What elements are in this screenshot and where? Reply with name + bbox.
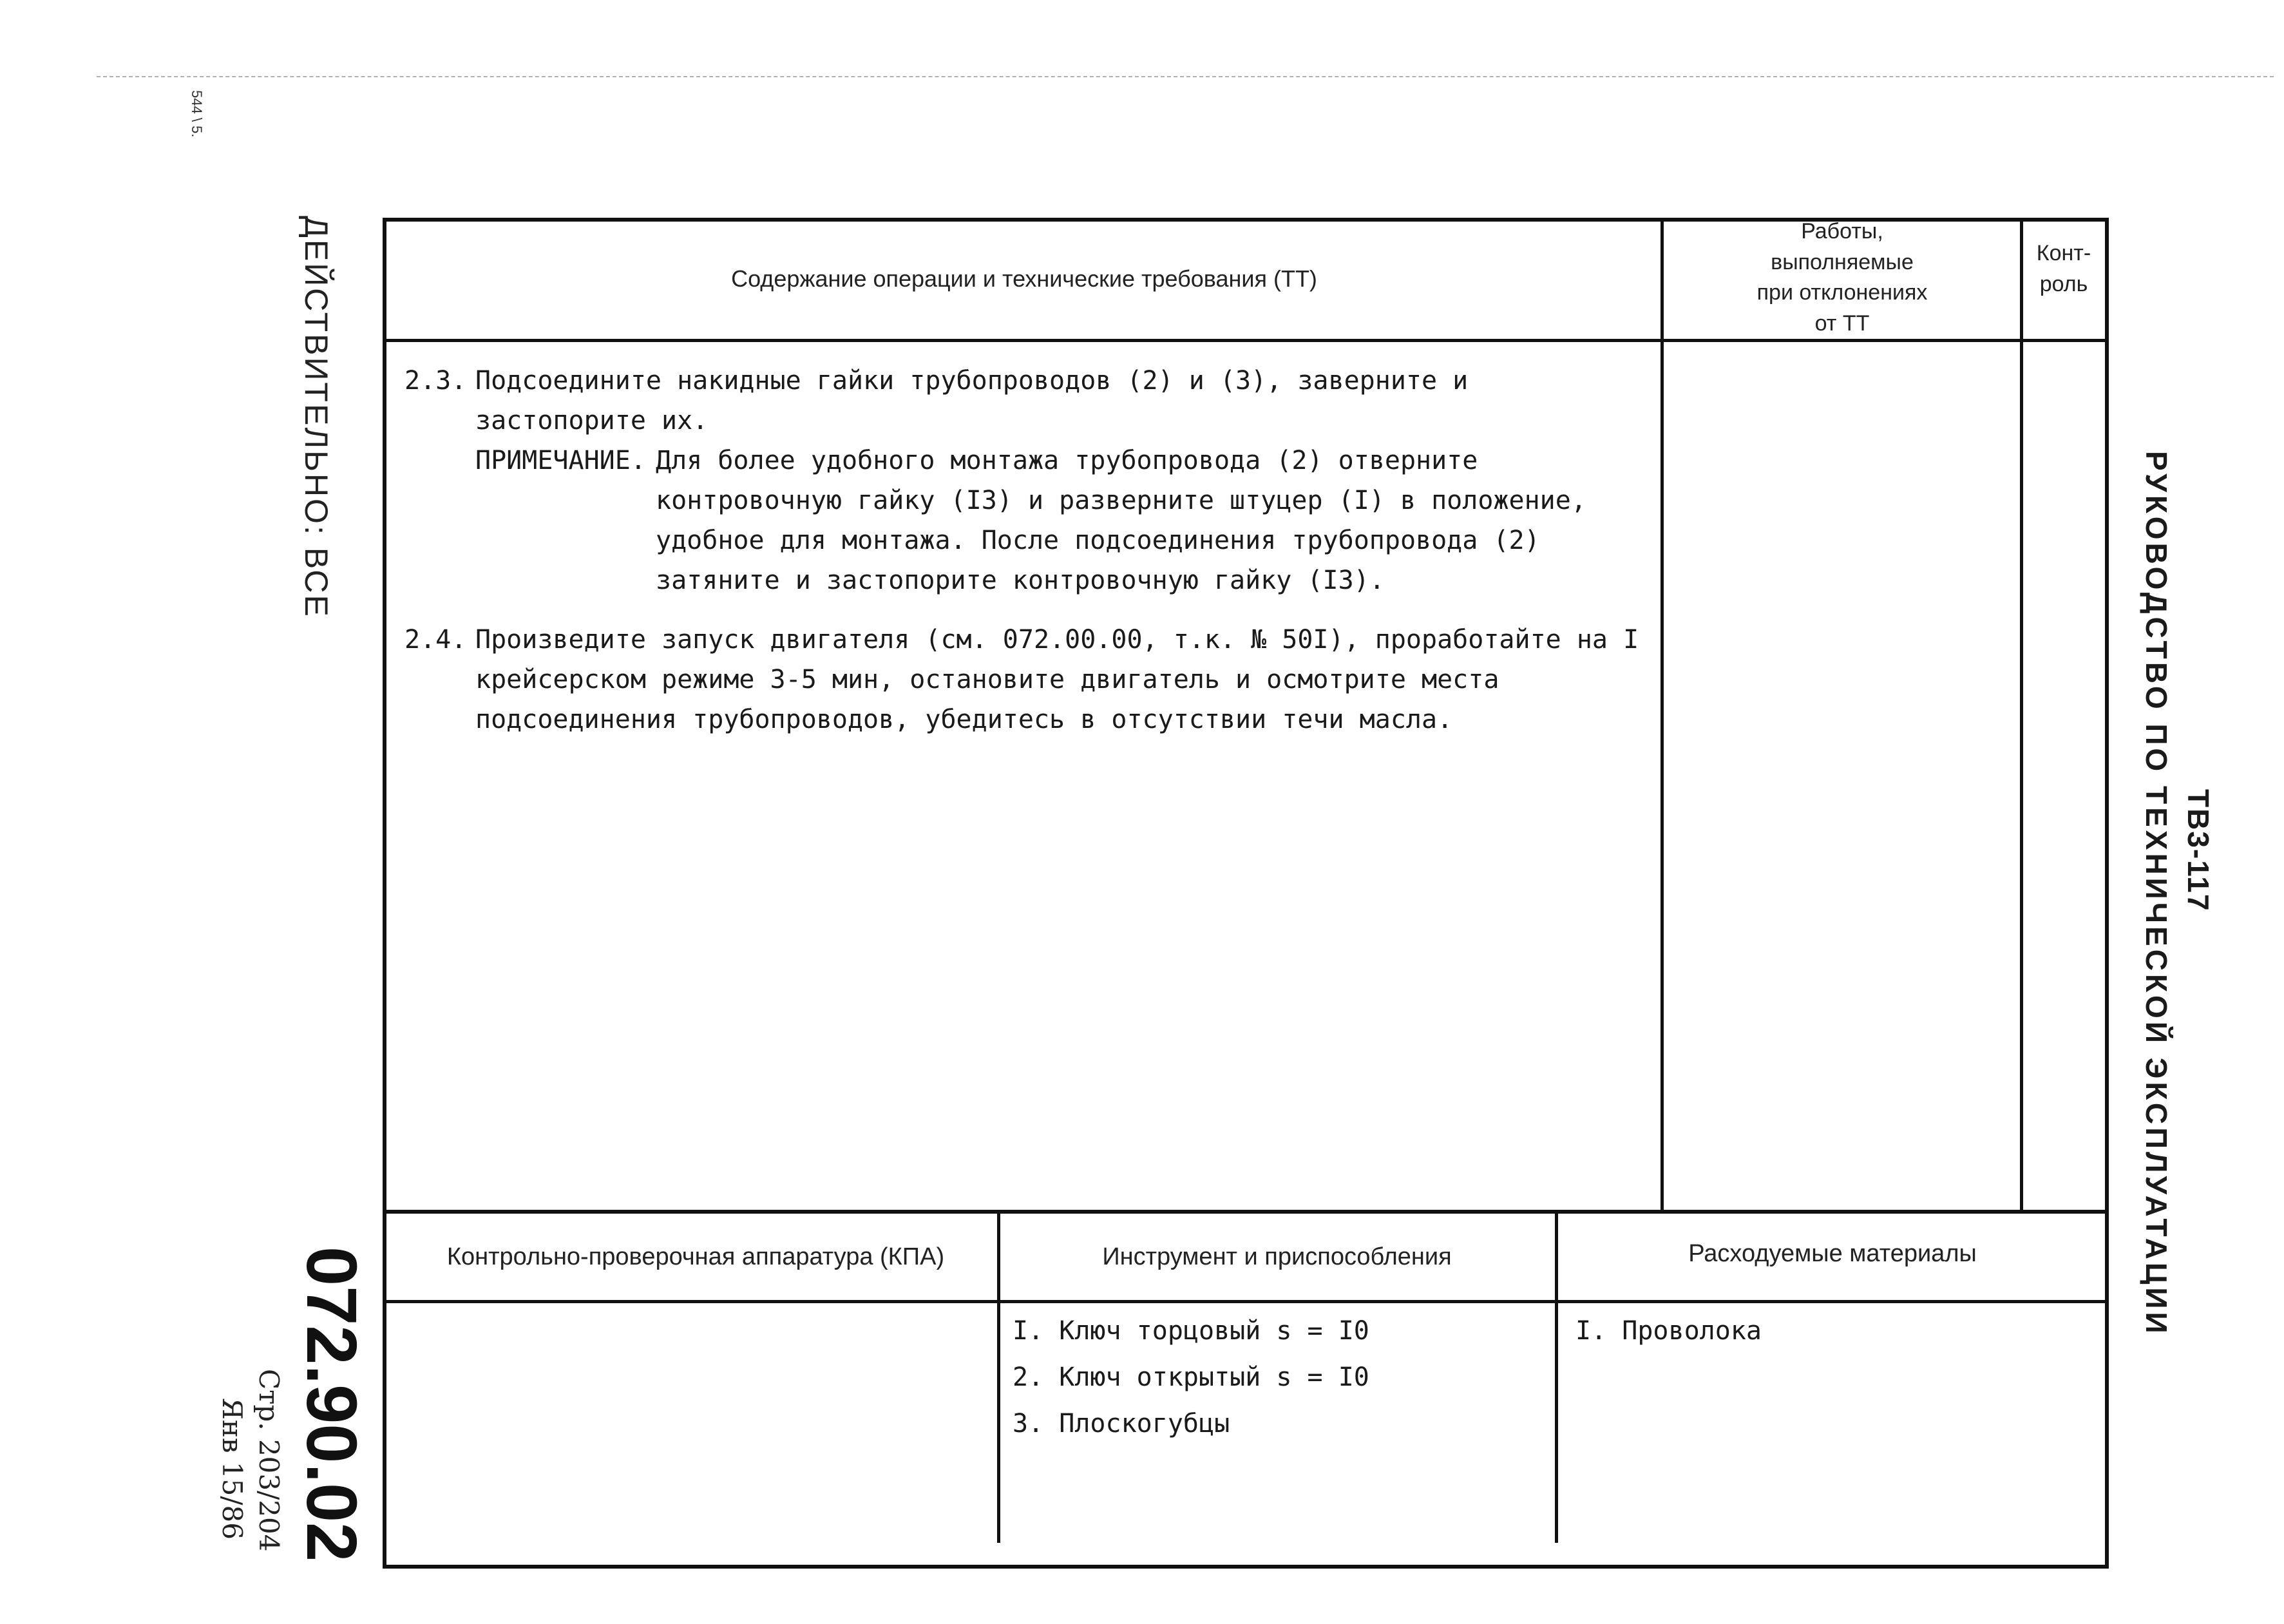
page-date: Янв 15/86: [216, 1398, 248, 1540]
scan-top-line: [97, 76, 2274, 77]
header-control-cell: [2025, 238, 2102, 300]
page-reference: Стр. 203/204: [253, 1369, 285, 1552]
control-line: Конт-: [2036, 241, 2091, 265]
materials-list: [1575, 1308, 1762, 1354]
step-2-3: [404, 361, 1641, 441]
header-divider: [384, 339, 2108, 342]
bottom-section-divider: [384, 1210, 2108, 1214]
step-number: 2.4.: [404, 625, 467, 654]
bottom-header-divider: [384, 1300, 2108, 1303]
note-label: ПРИМЕЧАНИЕ.: [475, 446, 646, 475]
list-item: I. Проволока: [1575, 1316, 1762, 1346]
note-text: Для более удобного монтажа трубопровода (2) отверните контровочную гайку (I3) и разверните штуцер (I) в положение, удобное для монтажа. После подсоединения трубопровода (2) затяните и застопорите контровочную гайку (I3).: [656, 446, 1586, 595]
corner-note: 544 \ 5.: [189, 90, 205, 138]
validity-label: ДЕЙСТВИТЕЛЬНО: ВСЕ: [298, 216, 334, 618]
deviation-line: от ТТ: [1814, 310, 1870, 336]
deviation-line: Работы,: [1801, 219, 1883, 244]
document-number: 072.90.02: [292, 1247, 371, 1562]
tools-list: [1013, 1308, 1369, 1447]
operation-content: [404, 361, 1641, 740]
manual-title: РУКОВОДСТВО ПО ТЕХНИЧЕСКОЙ ЭКСПЛУАТАЦИИ: [2140, 451, 2173, 1337]
list-item: 3. Плоскогубцы: [1013, 1409, 1230, 1438]
step-2-4: [404, 620, 1641, 740]
tools-header: Инструмент и приспособления: [1102, 1243, 1452, 1270]
divider-tools-materials: [1555, 1211, 1558, 1543]
materials-header: Расходуемые материалы: [1688, 1240, 1977, 1267]
divider-deviation-control: [2020, 219, 2023, 1212]
divider-kpa-tools: [997, 1211, 1000, 1543]
step-number: 2.3.: [404, 366, 467, 396]
step-text: Подсоедините накидные гайки трубопроводов (2) и (3), заверните и застопорите их.: [475, 366, 1469, 435]
header-content-cell: Содержание операции и технические требования (ТТ): [731, 265, 1317, 292]
list-item: 2. Ключ открытый s = I0: [1013, 1362, 1369, 1392]
deviation-line: при отклонениях: [1756, 280, 1928, 305]
model-label: ТВ3-117: [2182, 789, 2215, 912]
deviation-line: выполняемые: [1771, 249, 1914, 274]
control-line: роль: [2039, 271, 2088, 296]
kpa-header: Контрольно-проверочная аппаратура (КПА): [446, 1243, 945, 1270]
step-text: Произведите запуск двигателя (см. 072.00.00, т.к. № 50I), проработайте на I крейсерском режиме 3-5 мин, остановите двигатель и осмотрите места подсоединения трубопроводов, убедитесь в отсутствии течи масла.: [475, 625, 1639, 734]
step-note: [475, 441, 1641, 600]
divider-content-deviation: [1661, 219, 1664, 1212]
header-deviation-cell: [1668, 216, 2016, 339]
list-item: I. Ключ торцовый s = I0: [1013, 1316, 1369, 1346]
